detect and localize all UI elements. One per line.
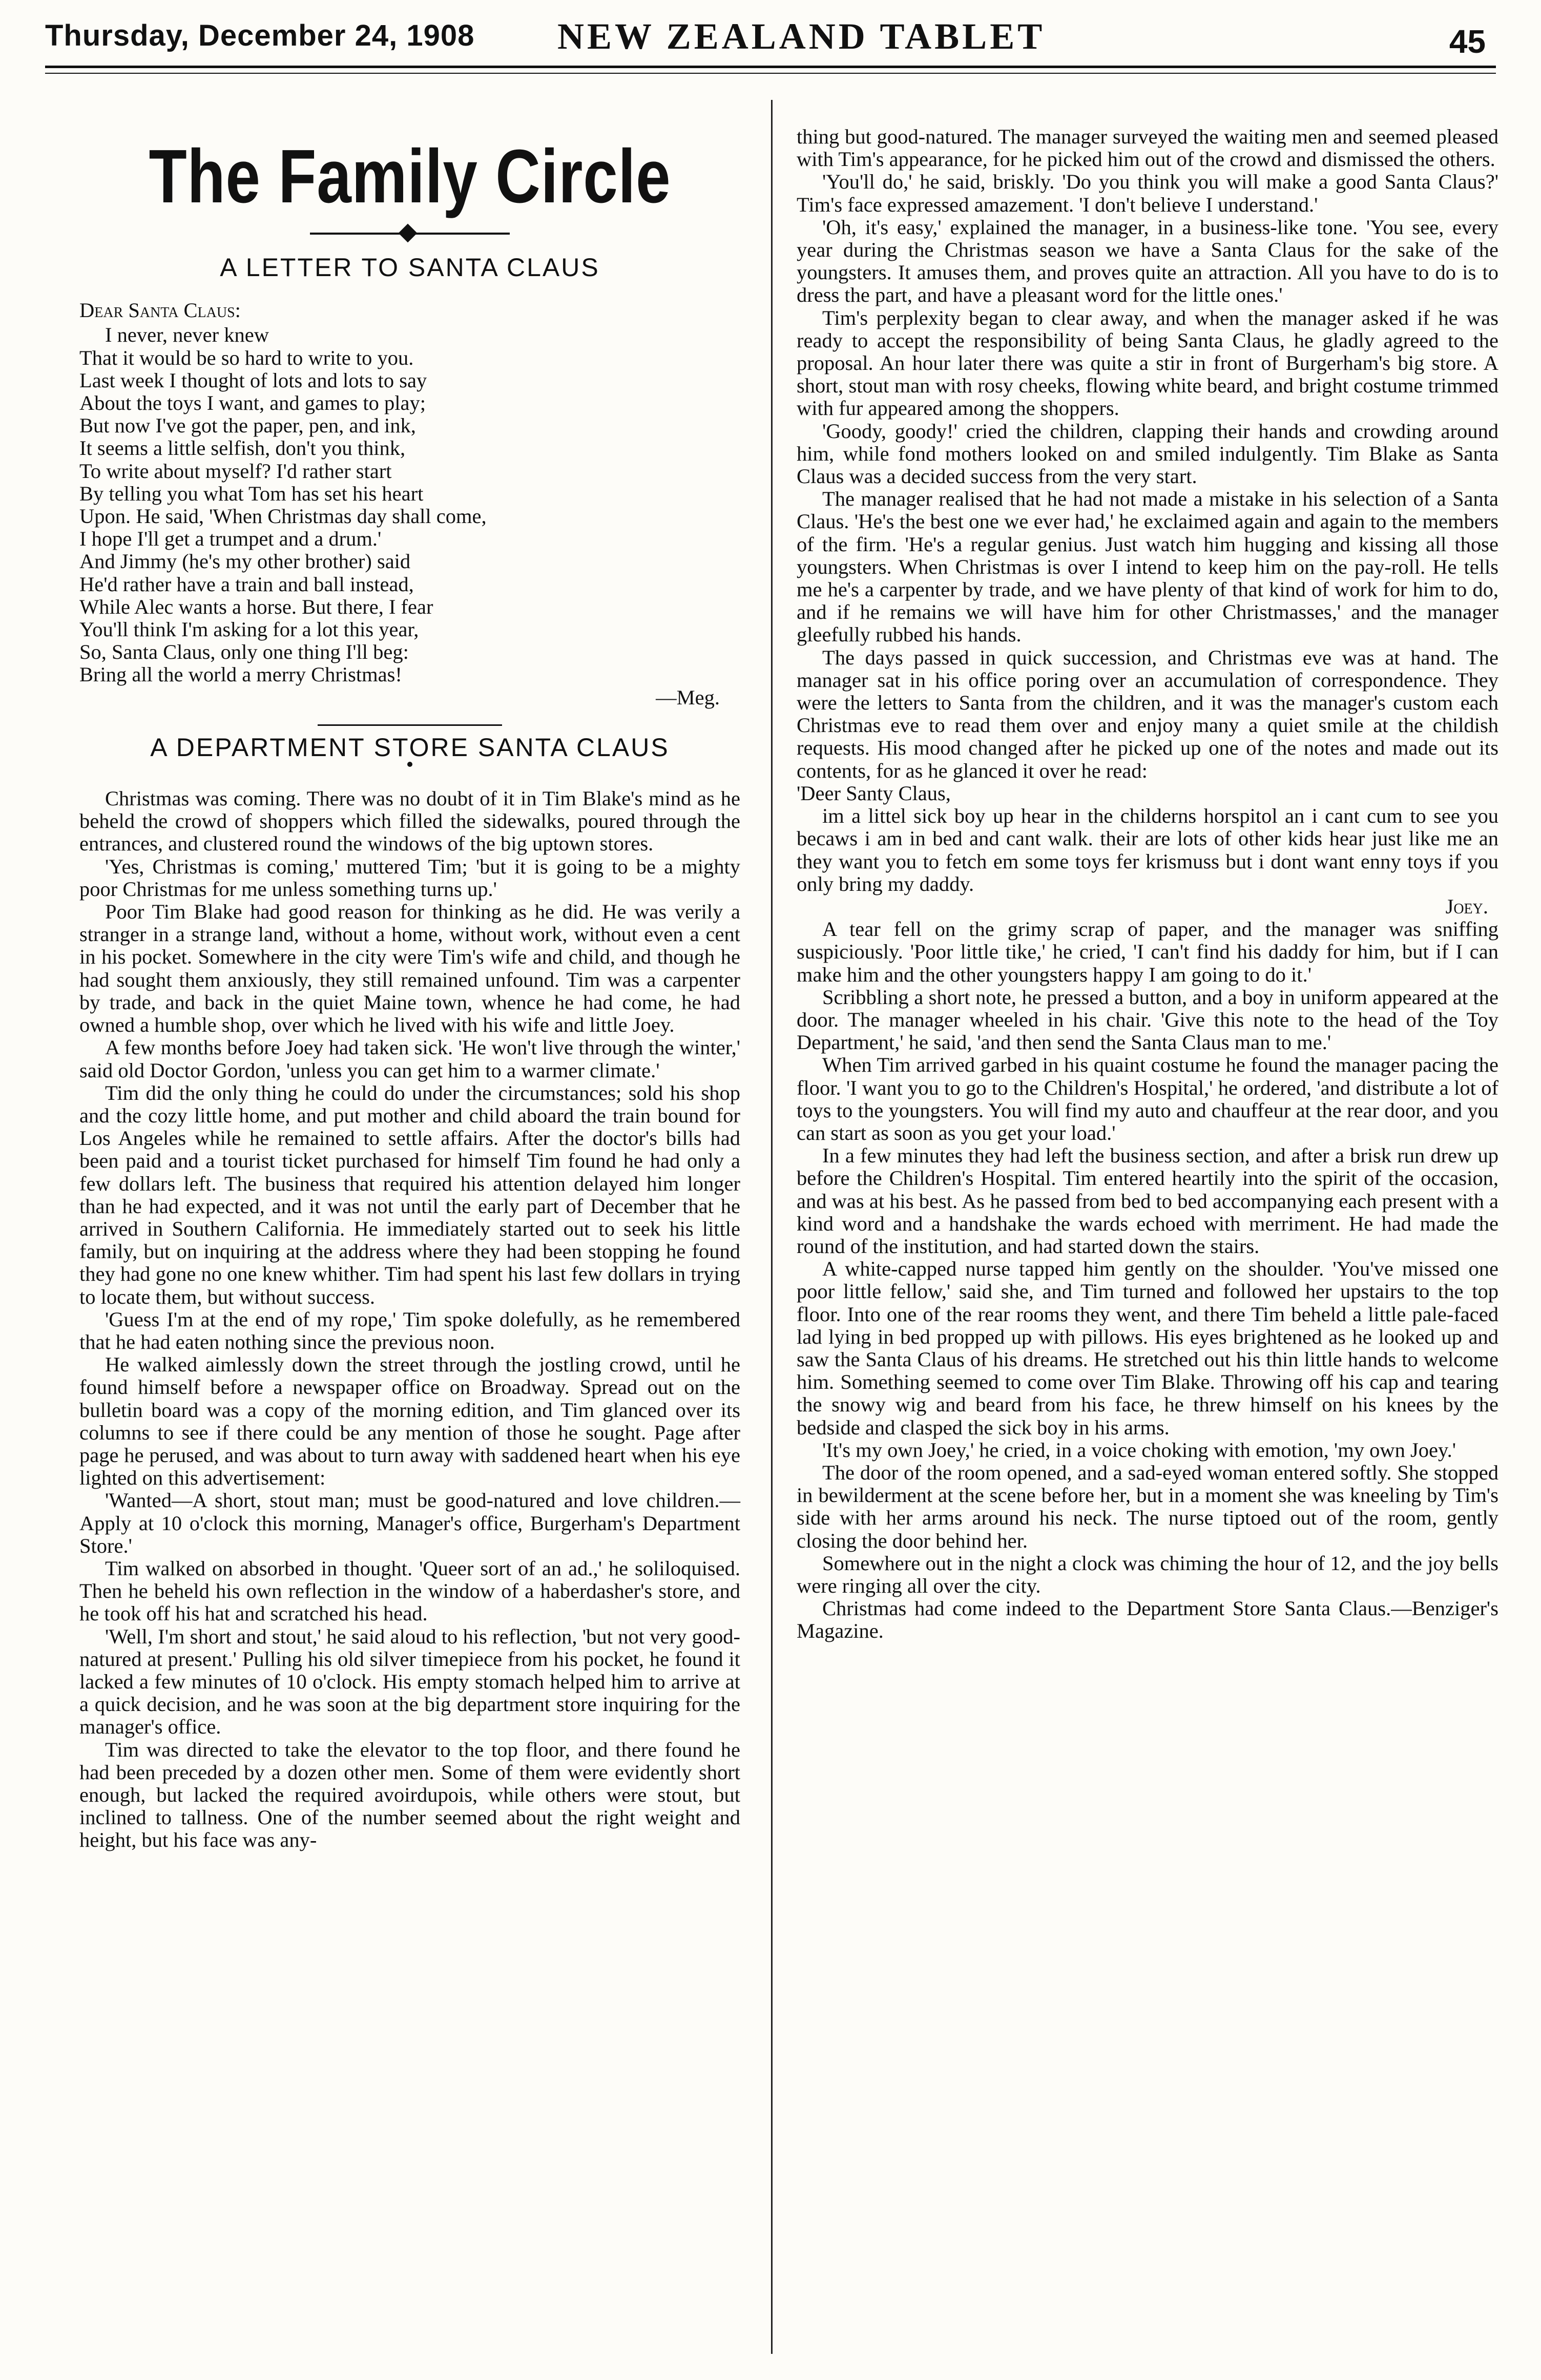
poem-line: Upon. He said, 'When Christmas day shall come, (79, 505, 487, 528)
story-paragraph: 'Yes, Christmas is coming,' muttered Tim; 'but it is going to be a mighty poor Christmas for me unless something turns up.' (79, 854, 740, 901)
story-paragraph: Tim walked on absorbed in thought. 'Queer sort of an ad.,' he soliloquised. Then he beheld his own reflection in the window of a haberdasher's store, and he took off his hat and scratched his head. (79, 1556, 740, 1625)
poem-line: Bring all the world a merry Christmas! (79, 663, 402, 686)
left-column (79, 113, 740, 1852)
story-paragraph: Christmas had come indeed to the Department Store Santa Claus.—Benziger's Magazine. (797, 1597, 1498, 1643)
letter-heading: A LETTER TO SANTA CLAUS (220, 253, 600, 282)
story-paragraph: In a few minutes they had left the business section, and after a brisk run drew up before the Children's Hospital. Tim entered heartily into the spirit of the occasion, and was at his best. As he passed from bed to bed accompanying each present with a kind word and a handshake the wards echoed with merriment. He had made the round of the institution, and had started down the stairs. (797, 1144, 1498, 1258)
story-paragraph: 'Guess I'm at the end of my rope,' Tim spoke dolefully, as he remembered that he had eaten nothing since the previous noon. (79, 1307, 740, 1353)
story-paragraph: 'Well, I'm short and stout,' he said aloud to his reflection, 'but not very good-natured at present.' Pulling his old silver timepiece from his pocket, he found it lacked a few minutes of 10 o'clock. His empty stomach helped him to arrive at a quick decision, and he was soon at the big department store inquiring for the manager's office. (79, 1624, 740, 1739)
kid-letter-salutation: 'Deer Santy Claus, (797, 781, 951, 805)
story-paragraph: The manager realised that he had not made a mistake in his selection of a Santa Claus. 'He's the best one we ever had,' he exclaimed again and again to the members of the firm. 'He's a regular genius. Just watch him hugging and kissing all those youngsters. When Christmas is over I intend to keep him on the pay-roll. He tells me he's a carpenter by trade, and we have plenty of that kind of work for him to do, and if he remains we will have him for other Christmasses,' and the manager gleefully rubbed his hands. (797, 487, 1498, 646)
page-header (45, 18, 1496, 85)
story-paragraph: Tim's perplexity began to clear away, and when the manager asked if he was ready to accept the responsibility of being Santa Claus, he gladly agreed to the proposal. An hour later there was quite a stir in front of Burgerham's big store. A short, stout man with rosy cheeks, flowing white beard, and bright costume trimmed with fur appeared among the shoppers. (797, 306, 1498, 420)
story-paragraph: The door of the room opened, and a sad-eyed woman entered softly. She stopped in bewilderment at the scene before her, but in a moment she was kneeling by Tim's side with her arms around his neck. The nurse tiptoed out of the room, gently closing the door behind her. (797, 1460, 1498, 1552)
poem-line: I hope I'll get a trumpet and a drum.' (79, 527, 382, 551)
story-paragraph: A white-capped nurse tapped him gently on the shoulder. 'You've missed one poor little fellow,' said she, and Tim turned and followed her upstairs to the top floor. Into one of the rear rooms they went, and there Tim beheld a little pale-faced lad lying in bed propped up with pillows. His eyes brightened as he looked up and saw the Santa Claus of his dreams. He stretched out his thin little hands to welcome him. Something seemed to come over Tim Blake. Throwing off his cap and tearing the snowy wig and beard from his face, he threw himself on his knees by the bedside and clasped the sick boy in his arms. (797, 1257, 1498, 1439)
section-rule (318, 724, 502, 726)
story-paragraph: thing but good-natured. The manager surveyed the waiting men and seemed pleased with Tim's appearance, for he picked him out of the crowd and dismissed the others. (797, 125, 1498, 171)
poem (79, 299, 740, 709)
story-paragraph: Tim did the only thing he could do under the circumstances; sold his shop and the cozy little home, and put mother and child aboard the train bound for Los Angeles while he remained to settle affairs. After the doctor's bills had been paid and a tourist ticket purchased for himself Tim found he had only a few dollars left. The business that required his attention delayed him longer than he had expected, and it was not until the early part of December that he arrived in Southern California. He immediately started out to seek his little family, but on inquiring at the address where they had been stopping he found they had gone no one knew whither. Tim had spent his last few dollars in trying to locate them, but without success. (79, 1081, 740, 1308)
story-paragraph: The days passed in quick succession, and Christmas eve was at hand. The manager sat in his office poring over an accumulation of correspondence. They were the letters to Santa from the children, and it was the manager's custom each Christmas eve to read them over and enjoy many a quiet smile at the childish requests. His mood changed after he picked up one of the notes and made out its contents, for as he glanced it over he read: (797, 645, 1498, 782)
story-paragraph: Tim was directed to take the elevator to the top floor, and there found he had been preceded by a dozen other men. Some of them were evidently short enough, but lacked the required avoirdupois, while others were stout, but inclined to tallness. One of the number seemed about the right weight and height, but his face was any- (79, 1738, 740, 1852)
poem-line: So, Santa Claus, only one thing I'll beg: (79, 640, 409, 664)
story-heading: A DEPARTMENT STORE SANTA CLAUS (150, 733, 670, 762)
story-paragraph: He walked aimlessly down the street through the jostling crowd, until he found himself before a newspaper office on Broadway. Spread out on the bulletin board was a copy of the morning edition, and Tim glanced over its columns to see if there could be any mention of those he sought. Page after page he perused, and was about to turn away with saddened heart when his eye lighted on this advertisement: (79, 1353, 740, 1490)
poem-line: I never, never knew (105, 323, 269, 347)
heading-dot (407, 762, 412, 767)
story-paragraph: 'Goody, goody!' cried the children, clapping their hands and crowding around him, while fond mothers looked on and smiled indulgently. Tim Blake as Santa Claus was a decided success from the very start. (797, 419, 1498, 488)
story-paragraph: 'Wanted—A short, stout man; must be good-natured and love children.—Apply at 10 o'clock this morning, Manager's office, Burgerham's Department Store.' (79, 1489, 740, 1557)
poem-line: You'll think I'm asking for a lot this year, (79, 618, 419, 641)
header-rule (45, 66, 1496, 68)
story-paragraph: 'You'll do,' he said, briskly. 'Do you think you will make a good Santa Claus?' Tim's face expressed amazement. 'I don't believe I understand.' (797, 170, 1498, 216)
poem-line: It seems a little selfish, don't you think, (79, 436, 406, 460)
issue-date: Thursday, December 24, 1908 (45, 19, 475, 52)
kid-letter-signature: Joey. (1445, 894, 1488, 918)
poem-line: While Alec wants a horse. But there, I fear (79, 595, 433, 618)
story-paragraph: 'It's my own Joey,' he cried, in a voice choking with emotion, 'my own Joey.' (822, 1438, 1456, 1462)
story-paragraph: Somewhere out in the night a clock was chiming the hour of 12, and the joy bells were ringing all over the city. (797, 1551, 1498, 1597)
story-paragraph: When Tim arrived garbed in his quaint costume he found the manager pacing the floor. 'I want you to go to the Children's Hospital,' he ordered, 'and distribute a lot of toys to the youngsters. You will find my auto and chauffeur at the rear door, and you can start as soon as you get your load.' (797, 1053, 1498, 1144)
story-paragraph: Poor Tim Blake had good reason for thinking as he did. He was verily a stranger in a strange land, without a home, without work, without even a cent in his pocket. Somewhere in the city were Tim's wife and child, and though he had sought them anxiously, they still remained unfound. Tim was a carpenter by trade, and back in the quiet Maine town, whence he had come, he had owned a humble shop, over which he lived with his wife and little Joey. (79, 900, 740, 1037)
poem-line: Last week I thought of lots and lots to say (79, 368, 427, 392)
newspaper-name: NEW ZEALAND TABLET (557, 16, 1046, 57)
story-paragraph: 'Oh, it's easy,' explained the manager, in a business-like tone. 'You see, every year during the Christmas season we have a Santa Claus for the sake of the youngsters. It amuses them, and proves quite an attraction. All you have to do is to dress the part, and have a pleasant word for the little ones.' (797, 215, 1498, 307)
story-paragraph: Christmas was coming. There was no doubt of it in Tim Blake's mind as he beheld the crowd of shoppers which filled the sidewalks, poured through the entrances, and clustered round the windows of the big uptown stores. (79, 787, 740, 855)
poem-line: But now I've got the paper, pen, and ink, (79, 414, 416, 437)
column-divider (771, 100, 773, 2354)
section-title: The Family Circle (149, 134, 671, 219)
right-column (797, 126, 1498, 1643)
story-paragraph: A tear fell on the grimy scrap of paper, and the manager was sniffing suspiciously. 'Poor little tike,' he cried, 'I can't find his daddy for him, but if I can make him and the other youngsters happy I am going to do it.' (797, 917, 1498, 986)
poem-line: About the toys I want, and games to play; (79, 391, 426, 415)
poem-line: By telling you what Tom has set his heart (79, 482, 424, 505)
poem-signature: —Meg. (656, 685, 720, 709)
kid-letter-body: im a littel sick boy up hear in the childerns horspitol an i cant cum to see you becaws i am in bed and cant walk. their are lots of other kids hear just like me an they want you to fetch em some toys fer krismuss but i dont want enny toys if you only bring my daddy. (797, 804, 1498, 895)
poem-line: And Jimmy (he's my other brother) said (79, 550, 411, 573)
story-paragraph: Scribbling a short note, he pressed a button, and a boy in uniform appeared at the door. The manager wheeled in his chair. 'Give this note to the head of the Toy Department,' he said, 'and then send the Santa Claus man to me.' (797, 985, 1498, 1054)
poem-line: He'd rather have a train and ball instead, (79, 572, 414, 596)
poem-salutation: Dear Santa Claus: (79, 299, 241, 322)
story-paragraph: A few months before Joey had taken sick. 'He won't live through the winter,' said old Doctor Gordon, 'unless you can get him to a warmer climate.' (79, 1036, 740, 1082)
title-ornament (79, 225, 740, 241)
header-rule-thin (45, 73, 1496, 74)
poem-line: To write about myself? I'd rather start (79, 459, 392, 483)
page-number: 45 (1449, 23, 1486, 60)
poem-line: That it would be so hard to write to you. (79, 346, 414, 369)
